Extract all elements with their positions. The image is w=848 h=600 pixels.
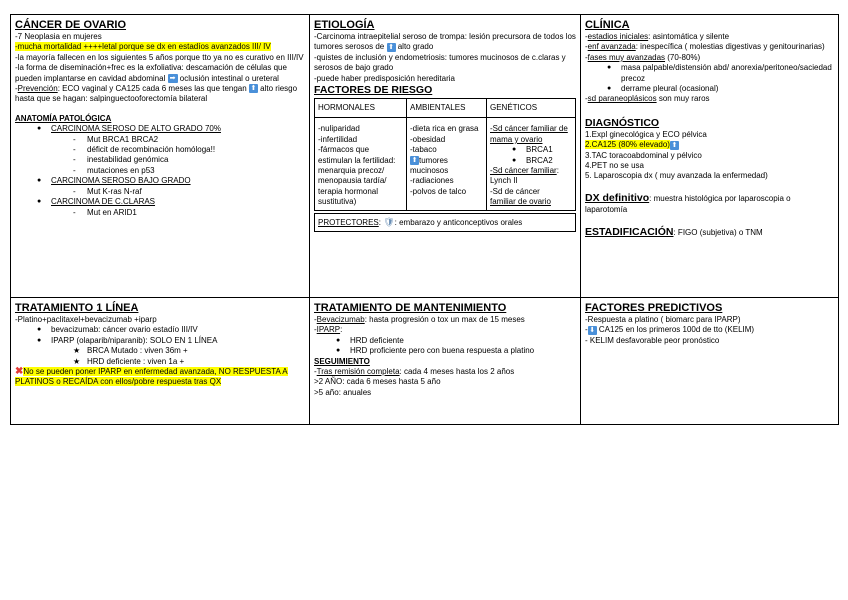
etio-line-1: -Carcinoma intraepitelial seroso de trompa: lesión precursora de todos los tumores serosos de ⬆ alto grado — [314, 32, 576, 52]
arrow-up-icon: ⬆ — [411, 157, 418, 165]
trat-sub: ★ BRCA Mutado : viven 36m + — [15, 346, 305, 356]
arrow-up-icon: ⬆ — [671, 141, 678, 149]
genetico-sub: ● BRCA1 — [490, 145, 572, 155]
clinica-line-4: -sd paraneoplásicos son muy raros — [585, 94, 710, 104]
seg-line-3: >5 año: anuales — [314, 387, 372, 397]
hormonal-item: terapia hormonal sustitutiva) — [318, 186, 379, 207]
seguimiento-title: SEGUIMIENTO — [314, 356, 370, 366]
c1-item: - déficit de recombinación homóloga!! — [15, 145, 305, 155]
arrow-down-icon: ⬇ — [589, 326, 596, 334]
header-geneticos: GENÉTICOS — [487, 99, 576, 118]
c1-item: - mutaciones en p53 — [15, 166, 305, 176]
protectores-box: PROTECTORES: 🛡: embarazo y anticonceptivos orales — [314, 213, 576, 232]
clinica-item: ● derrame pleural (ocasional) — [585, 84, 834, 94]
ambiental-item: -polvos de talco — [410, 186, 467, 196]
etio-line-2: -quistes de inclusión y endometriosis: tumores mucinosos de c.claras y serosos de bajo grado — [314, 52, 566, 73]
arrow-up-icon: ⬆ — [250, 85, 257, 93]
cancer-cell — [11, 15, 310, 298]
diag-step-2: 2.CA125 (80% elevado) ⬆ — [585, 140, 678, 150]
cancer-line-2: -mucha mortalidad ++++letal porque se dx en estadíos avanzados III/ IV — [15, 42, 271, 52]
mant-line-1: -Bevacizumab: hasta progresión o tox un max de 15 meses — [314, 315, 525, 324]
clinica-line-2: -enf avanzada: inespecífica ( molestias digestivas y genitourinarias) — [585, 42, 825, 52]
cross-icon: ✖ — [15, 366, 24, 378]
estadificacion: ESTADIFICACIÓN: FIGO (subjetiva) o TNM — [585, 226, 763, 239]
trat-warning: ✖No se pueden poner IPARP en enfermedad avanzada, NO RESPUESTA A PLATINOS o RECAÍDA con ellos/pobre respuesta tras QX — [15, 366, 288, 387]
mant-line-2: -IPARP: — [314, 325, 343, 335]
genetico-sub: ● BRCA2 — [490, 156, 572, 166]
risk-factor-table — [314, 98, 576, 211]
clinica-line-1: -estadios iniciales: asintomática y silente — [585, 32, 730, 41]
seg-line-1: -Tras remisión completa: cada 4 meses hasta los 2 años — [314, 367, 515, 377]
cancer-title: CÁNCER DE OVARIO — [15, 19, 127, 31]
diag-step: 4.PET no se usa — [585, 161, 644, 171]
shield-icon: 🛡 — [383, 216, 395, 227]
cancer-line-1: -7 Neoplasia en mujeres — [15, 32, 102, 41]
clinica-line-3: -fases muy avanzadas (70-80%) — [585, 52, 701, 62]
tratamiento-title: TRATAMIENTO 1 LÍNEA — [15, 302, 139, 314]
ambiental-item: -obesidad — [410, 134, 446, 144]
hormonal-item: -fármacos que estimulan la fertilidad: — [318, 145, 396, 165]
trat-item: ● IPARP (olaparib/niparanib): SOLO EN 1 LÍNEA — [15, 336, 305, 346]
summary-grid — [10, 14, 839, 425]
mantenimiento-cell — [310, 298, 581, 425]
c1-item: - inestabilidad genómica — [15, 155, 305, 165]
header-ambientales: AMBIENTALES — [407, 99, 487, 118]
carcinoma-bajo-grado: CARCINOMA SEROSO BAJO GRADO — [51, 176, 191, 186]
trat-item: ● bevacizumab: cáncer ovario estadío III/IV — [15, 325, 305, 335]
etio-line-3: -puede haber predisposición hereditaria — [314, 73, 455, 83]
anatomia-title: ANATOMÍA PATOLÓGICA — [15, 113, 112, 123]
ambiental-item: -tabaco — [410, 145, 437, 155]
factores-riesgo-title: FACTORES DE RIESGO — [314, 84, 433, 97]
trat-sub: ★ HRD deficiente : viven 1a + — [15, 357, 305, 367]
clinica-cell — [581, 15, 839, 298]
hormonal-item: -infertilidad — [318, 134, 358, 144]
hormonal-item: -nuliparidad — [318, 124, 360, 134]
etiologia-cell — [310, 15, 581, 298]
cancer-prevencion: -Prevención: ECO vaginal y CA125 cada 6 meses las que tengan ⬆ alto riesgo hasta que se hagan: salpinguectooforectomía bilateral — [15, 84, 298, 104]
hormonal-item: menarquia precoz/ menopausia tardía/ — [318, 166, 387, 186]
header-hormonales: HORMONALES — [315, 99, 407, 118]
diag-step: 3.TAC toracoabdominal y pélvico — [585, 150, 702, 160]
etiologia-title: ETIOLOGÍA — [314, 19, 375, 31]
carcinoma-cclaras: CARCINOMA DE C.CLARAS — [51, 197, 156, 207]
arrow-up-icon: ⬆ — [388, 43, 394, 51]
c3-item: - Mut en ARID1 — [15, 208, 305, 218]
c2-item: - Mut K-ras N-raf — [15, 187, 305, 197]
dx-definitivo: DX definitivo: muestra histológica por laparoscopia o laparotomía — [585, 191, 791, 214]
genetico-item: -Sd cáncer familiar de mama y ovario — [490, 124, 568, 144]
clinica-item: ● masa palpable/distensión abd/ anorexia/peritoneo/saciedad precoz — [585, 63, 834, 84]
mant-item: ● HRD proficiente pero con buena respuesta a platino — [314, 346, 576, 356]
genetico-item: -Sd de cáncer — [490, 186, 540, 196]
genetico-item: -Sd cáncer familiar: Lynch II — [490, 166, 559, 186]
clinica-title: CLÍNICA — [585, 19, 630, 31]
pred-line-1: -Respuesta a platino ( biomarc para IPARP) — [585, 315, 741, 324]
arrow-right-icon: ➡ — [168, 74, 178, 83]
diagnostico-title: DIAGNÓSTICO — [585, 116, 660, 129]
c1-item: - Mut BRCA1 BRCA2 — [15, 135, 305, 145]
genetico-item: familiar de ovario — [490, 197, 551, 207]
ambiental-item: -dieta rica en grasa — [410, 124, 479, 134]
pred-line-3: - KELIM desfavorable peor pronóstico — [585, 335, 720, 345]
mantenimiento-title: TRATAMIENTO DE MANTENIMIENTO — [314, 302, 507, 314]
trat-line-1: -Platino+paclitaxel+bevacizumab +iparp — [15, 315, 157, 324]
cancer-line-4: -la forma de diseminación+frec es la exfoliativa: descamación de células que pueden implantarse en cavidad abdominal ➡ oclusión intestinal o ureteral — [15, 63, 287, 83]
diag-step: 1.Expl ginecológica y ECO pélvica — [585, 129, 707, 139]
tratamiento-cell — [11, 298, 310, 425]
seg-line-2: >2 AÑO: cada 6 meses hasta 5 año — [314, 377, 441, 387]
predictivos-cell — [581, 298, 839, 425]
ambiental-item: -radiaciones — [410, 176, 454, 186]
carcinoma-alto-grado: CARCINOMA SEROSO DE ALTO GRADO 70% — [51, 124, 221, 134]
predictivos-title: FACTORES PREDICTIVOS — [585, 302, 723, 314]
pred-line-2: - ⬇ CA125 en los primeros 100d de tto (KELIM) — [585, 325, 755, 335]
ambiental-item: ⬆ tumores mucinosos — [410, 155, 449, 176]
cancer-line-3: -la mayoría fallecen en los siguientes 5 años porque tto ya no es curativo en III/IV — [15, 52, 304, 62]
mant-item: ● HRD deficiente — [314, 336, 576, 346]
diag-step: 5. Laparoscopia dx ( muy avanzada la enfermedad) — [585, 171, 768, 181]
